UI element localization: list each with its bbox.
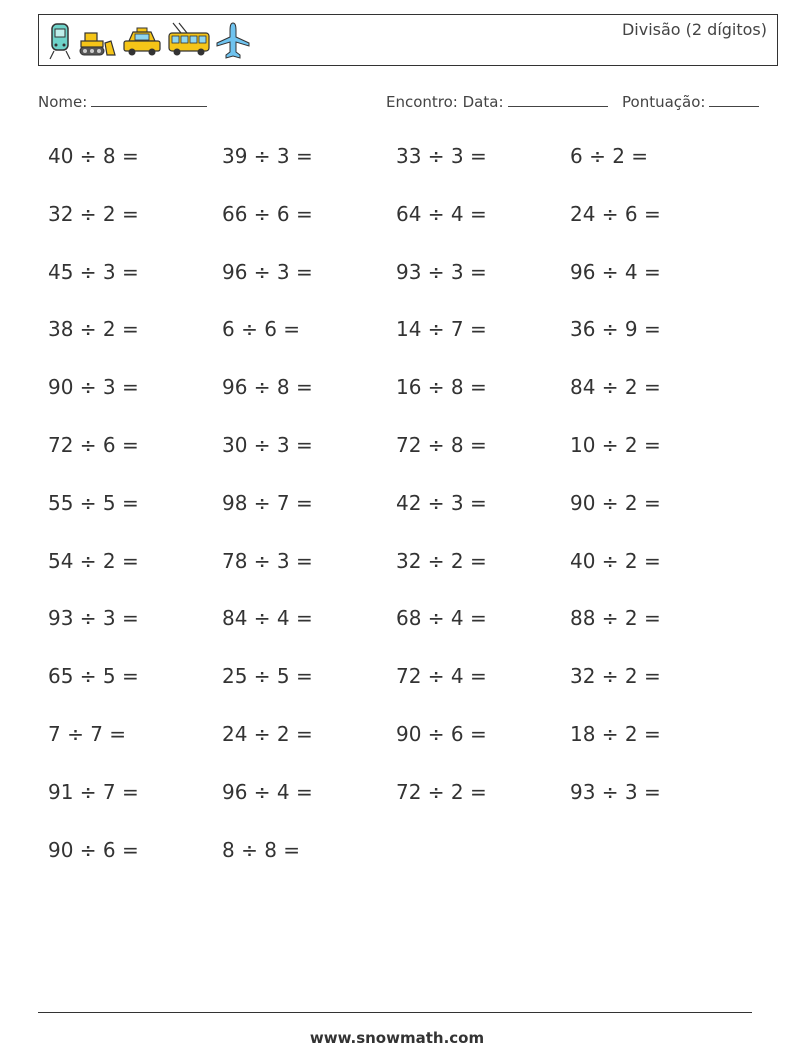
problem-item: 65 ÷ 5 =	[48, 664, 139, 689]
problem-item: 30 ÷ 3 =	[222, 433, 313, 457]
train-icon	[47, 21, 73, 61]
problem-item: 18 ÷ 2 =	[570, 722, 661, 746]
problem-item: 93 ÷ 3 =	[570, 779, 661, 804]
problem-item: 16 ÷ 8 =	[396, 375, 487, 400]
problem-item: 40 ÷ 8 =	[48, 144, 139, 168]
problem-item: 6 ÷ 6 =	[222, 317, 301, 342]
problem-item: 10 ÷ 2 =	[570, 433, 661, 457]
problem-item: 78 ÷ 3 =	[222, 548, 313, 573]
problem-item: 38 ÷ 2 =	[48, 317, 139, 342]
problem-item: 96 ÷ 4 =	[570, 259, 661, 284]
worksheet-title: Divisão (2 dígitos)	[621, 20, 767, 39]
problem-item: 8 ÷ 8 =	[222, 837, 301, 862]
meeting-date-label: Encontro: Data:	[386, 93, 504, 111]
airplane-icon	[215, 21, 251, 61]
problem-item: 32 ÷ 2 =	[570, 664, 661, 689]
problem-item: 96 ÷ 8 =	[222, 375, 313, 400]
header-box	[38, 14, 778, 66]
icon-strip	[47, 21, 251, 61]
problem-item: 72 ÷ 2 =	[396, 779, 487, 804]
taxi-icon	[121, 21, 163, 61]
name-label: Nome:	[38, 93, 88, 111]
problem-item: 84 ÷ 2 =	[570, 375, 661, 400]
problem-item: 14 ÷ 7 =	[396, 317, 487, 342]
score-line[interactable]	[709, 92, 759, 107]
footer-url: www.snowmath.com	[309, 1029, 485, 1047]
problem-item: 40 ÷ 2 =	[570, 548, 661, 573]
meeting-date-field[interactable]	[386, 92, 608, 111]
problem-item: 24 ÷ 6 =	[570, 201, 661, 226]
problem-item: 90 ÷ 6 =	[396, 722, 487, 746]
problem-item: 36 ÷ 9 =	[570, 317, 661, 342]
problem-item: 32 ÷ 2 =	[48, 201, 139, 226]
problem-item: 88 ÷ 2 =	[570, 606, 661, 631]
problem-item: 96 ÷ 3 =	[222, 259, 313, 284]
problem-item: 25 ÷ 5 =	[222, 664, 313, 689]
problem-item: 91 ÷ 7 =	[48, 779, 139, 804]
problem-item: 68 ÷ 4 =	[396, 606, 487, 631]
problem-item: 90 ÷ 2 =	[570, 490, 661, 515]
problem-item: 55 ÷ 5 =	[48, 490, 139, 515]
problem-item: 64 ÷ 4 =	[396, 201, 487, 226]
problem-item: 90 ÷ 6 =	[48, 837, 139, 862]
problem-item: 98 ÷ 7 =	[222, 490, 313, 515]
bulldozer-icon	[77, 21, 117, 61]
problem-item: 6 ÷ 2 =	[570, 144, 649, 168]
problem-item: 42 ÷ 3 =	[396, 490, 487, 515]
name-line[interactable]	[91, 92, 207, 107]
problem-item: 72 ÷ 6 =	[48, 433, 139, 457]
problem-item: 32 ÷ 2 =	[396, 548, 487, 573]
problem-item: 7 ÷ 7 =	[48, 722, 127, 746]
problem-item: 72 ÷ 4 =	[396, 664, 487, 689]
problem-item: 96 ÷ 4 =	[222, 779, 313, 804]
problem-item: 90 ÷ 3 =	[48, 375, 139, 400]
problem-item: 93 ÷ 3 =	[48, 606, 139, 631]
trolleybus-icon	[167, 21, 211, 61]
problem-item: 24 ÷ 2 =	[222, 722, 313, 746]
problem-item: 93 ÷ 3 =	[396, 259, 487, 284]
score-field[interactable]	[622, 92, 759, 111]
problem-item: 39 ÷ 3 =	[222, 144, 313, 168]
problem-item: 54 ÷ 2 =	[48, 548, 139, 573]
problem-item: 84 ÷ 4 =	[222, 606, 313, 631]
problem-item: 66 ÷ 6 =	[222, 201, 313, 226]
problem-item: 33 ÷ 3 =	[396, 144, 487, 168]
footer-divider	[38, 1012, 752, 1013]
meeting-date-line[interactable]	[508, 92, 608, 107]
problem-item: 72 ÷ 8 =	[396, 433, 487, 457]
score-label: Pontuação:	[622, 93, 706, 111]
problem-item: 45 ÷ 3 =	[48, 259, 139, 284]
name-field[interactable]	[38, 92, 207, 111]
